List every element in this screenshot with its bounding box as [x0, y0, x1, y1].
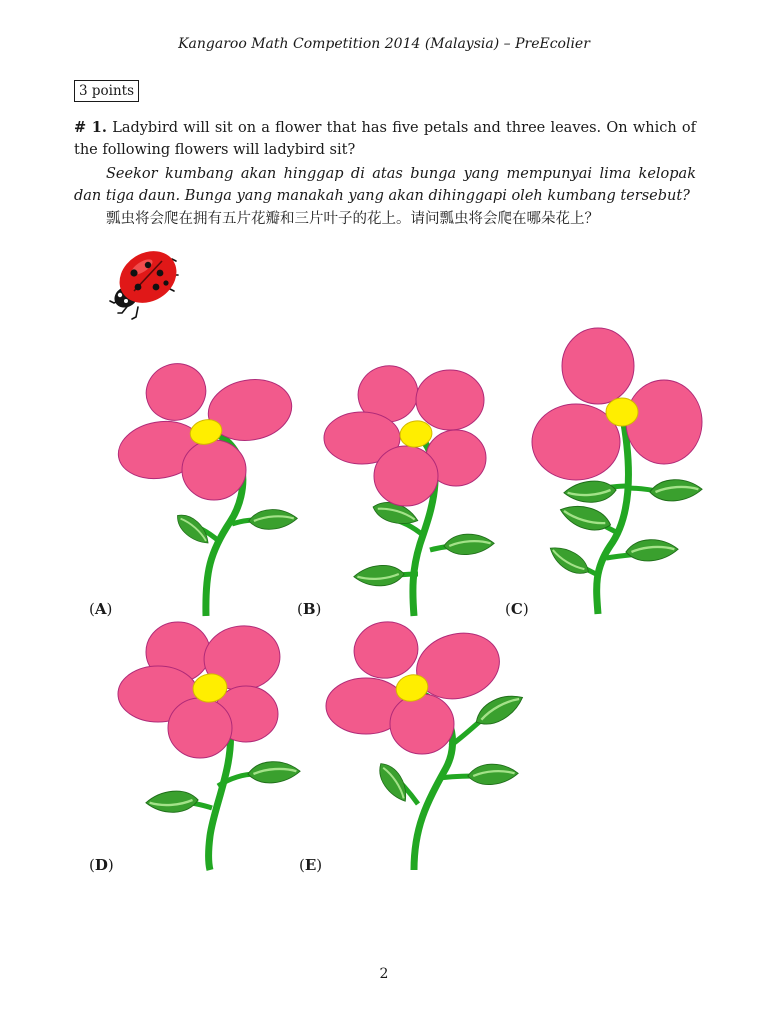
flower-option-e [322, 618, 528, 874]
page-number: 2 [379, 966, 389, 982]
page-header: Kangaroo Math Competition 2014 (Malaysia) – PreEcolier [178, 36, 590, 52]
question-english [74, 117, 696, 161]
points-badge: 3 points [74, 80, 139, 102]
option-label-b: (B) [297, 600, 322, 618]
question-malay [74, 163, 696, 207]
question-malay-text: Seekor kumbang akan hinggap di atas bunga yang mempunyai lima kelopak dan tiga daun. Bunga yang manakah yang akan dihinggapi oleh kumbang tersebut? [74, 166, 696, 204]
option-label-a: (A) [89, 600, 113, 618]
option-label-e: (E) [299, 856, 323, 874]
question-chinese: 瓢虫将会爬在拥有五片花瓣和三片叶子的花上。请问瓢虫将会爬在哪朵花上？ [106, 211, 599, 227]
ladybird-image [104, 245, 184, 321]
flower-option-c [528, 326, 708, 618]
option-label-d: (D) [89, 856, 114, 874]
flower-option-b [320, 364, 500, 620]
question-english-text: Ladybird will sit on a flower that has five petals and three leaves. On which of the following flowers will ladybird sit? [74, 120, 696, 158]
question-number: # 1. [74, 119, 107, 136]
flower-option-a [110, 362, 310, 620]
flower-option-d [112, 616, 312, 874]
option-label-c: (C) [505, 600, 529, 618]
